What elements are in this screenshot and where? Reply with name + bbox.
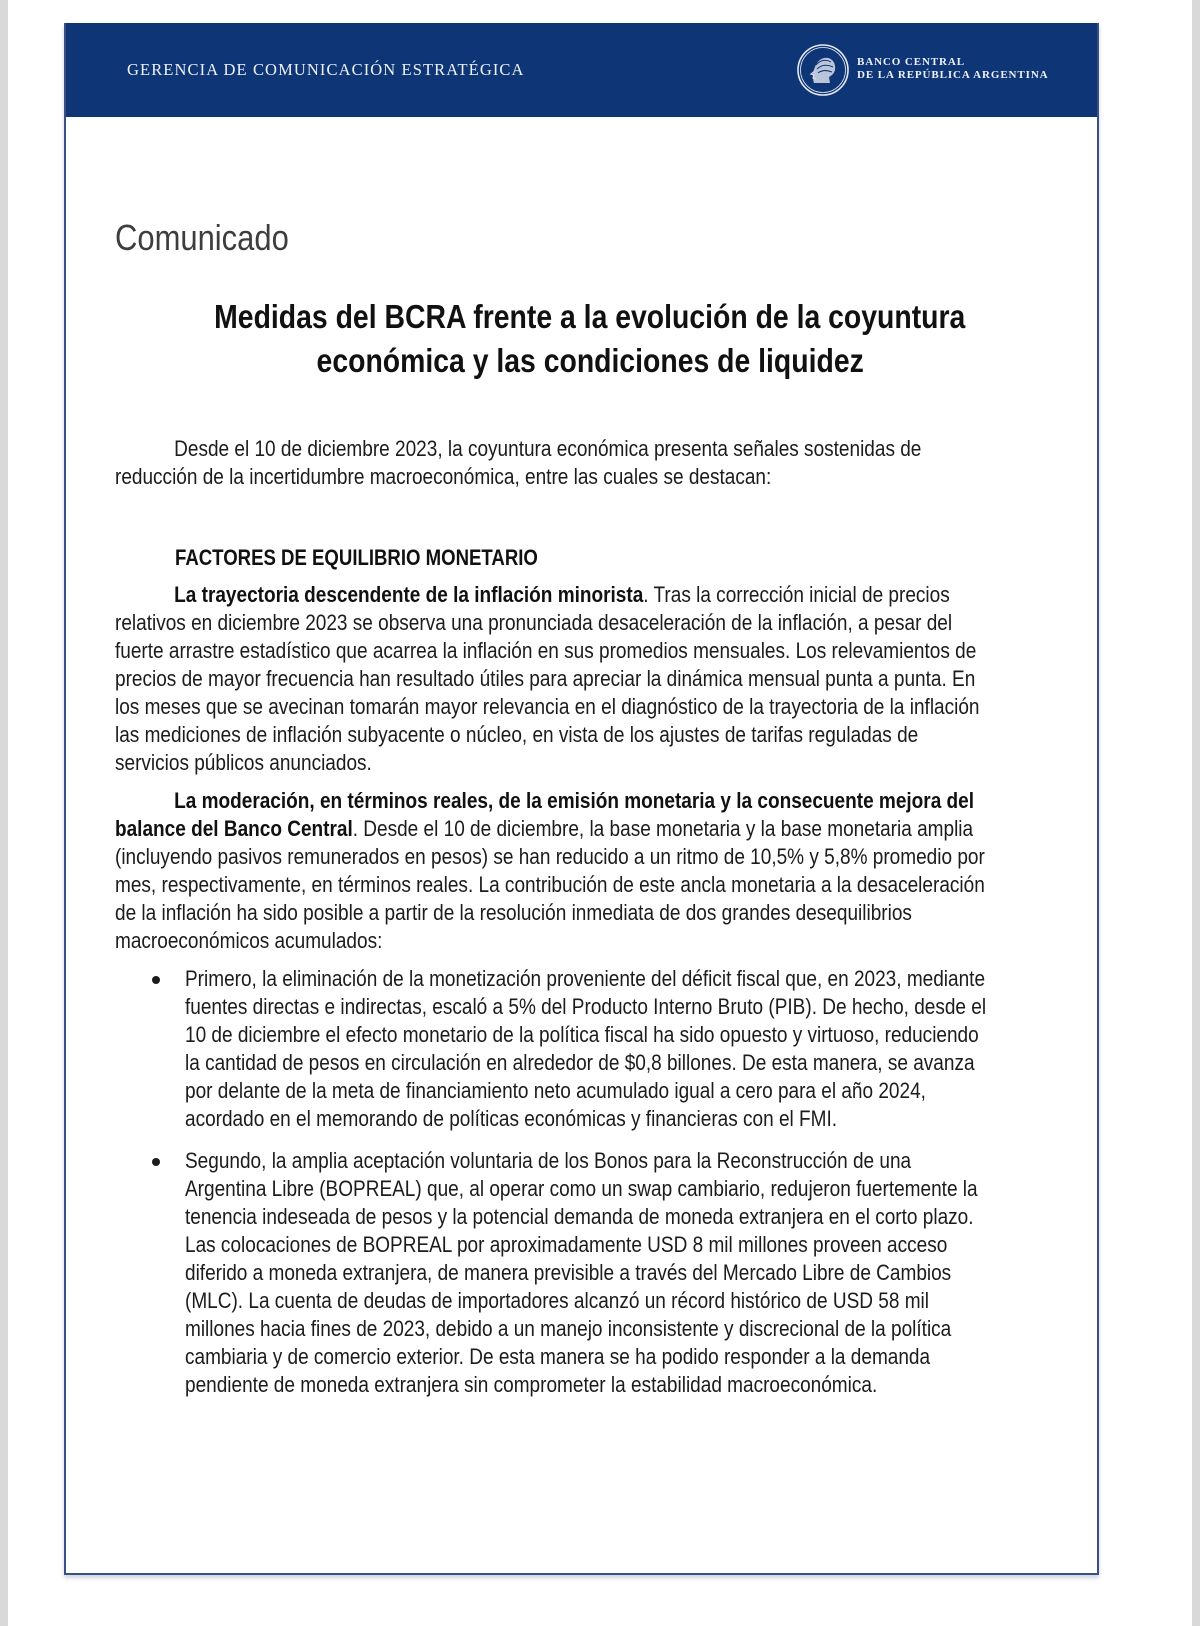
department-name: GERENCIA DE COMUNICACIÓN ESTRATÉGICA xyxy=(127,60,525,79)
paragraph-lead: balance del Banco Central xyxy=(115,816,353,841)
bullet-text: Primero, la eliminación de la monetización proveniente del déficit fiscal que, en 2023, mediante fuentes directas e indirectas, escaló a 5% del Producto Interno Bruto (PIB). De hecho, desde el 10 de diciembre el efecto monetario de la política fiscal ha sido opuesto y virtuoso, reduciendo la cantidad de pesos en circulación en alrededor de $0,8 billones. De esta manera, se avanza por delante de la meta de financiamiento neto acumulado igual a cero para el año 2024, acordado en el memorando de políticas económicas y financieras con el FMI. xyxy=(185,966,987,1131)
document-page xyxy=(64,23,1099,1575)
document-title xyxy=(115,295,1065,383)
bullet-text: Segundo, la amplia aceptación voluntaria de los Bonos para la Reconstrucción de una Argentina Libre (BOPREAL) que, al operar como un swap cambiario, redujeron fuertemente la tenencia indeseada de pesos y la potencial demanda de moneda extranjera en el corto plazo. Las colocaciones de BOPREAL por aproximadamente USD 8 mil millones proveen acceso diferido a moneda extranjera, de manera previsible a través del Mercado Libre de Cambios (MLC). La cuenta de deudas de importadores alcanzó un récord histórico de USD 58 mil millones hacia fines de 2023, debido a un manejo inconsistente y discrecional de la política cambiaria y de comercio exterior. De esta manera se ha podido responder a la demanda pendiente de moneda extranjera sin comprometer la estabilidad macroeconómica. xyxy=(185,1148,978,1397)
paragraph-line: fuerte arrastre estadístico que acarrea la inflación en sus promedios mensuales. Los relevamientos de xyxy=(115,638,977,663)
paragraph-lead: La trayectoria descendente de la inflación minorista xyxy=(174,582,644,607)
intro-line: Desde el 10 de diciembre 2023, la coyuntura económica presenta señales sostenidas de xyxy=(174,436,922,461)
paragraph-line: las mediciones de inflación subyacente o núcleo, en vista de los ajustes de tarifas reguladas de xyxy=(115,722,919,747)
institution-line-2: DE LA REPÚBLICA ARGENTINA xyxy=(857,69,1049,81)
intro-paragraph xyxy=(115,435,1045,491)
paragraph-line: precios de mayor frecuencia han resultado útiles para apreciar la dinámica mensual punta a punta. En xyxy=(115,666,976,691)
bullet-icon xyxy=(152,976,160,984)
paragraph-line: servicios públicos anunciados. xyxy=(115,750,372,775)
document-type-label: Comunicado xyxy=(115,217,289,258)
intro-line: reducción de la incertidumbre macroeconómica, entre las cuales se destacan: xyxy=(115,464,772,489)
paragraph-monetary-emission: La moderación, en términos reales, de la emisión monetaria y la consecuente mejora del balance del Banco Central. Desde el 10 de diciembre, la base monetaria y la base monetaria amplia (incluyendo pasivos remunerados en pesos) se han reducido a un ritmo de 10,5% y 5,8% promedio por mes, respectivamente, en términos reales. La contribución de este ancla monetaria a la desaceleración de la inflación ha sido posible a partir de la resolución inmediata de dos grandes desequilibrios macroeconómicos acumulados: xyxy=(115,787,1045,955)
bullet-icon xyxy=(152,1158,160,1166)
paragraph-lead: La moderación, en términos reales, de la emisión monetaria y la consecuente mejora del xyxy=(174,788,975,813)
paragraph-line: los meses que se avecinan tomarán mayor relevancia en el diagnóstico de la trayectoria de la inflación xyxy=(115,694,980,719)
viewer-right-edge xyxy=(1192,0,1200,1626)
paragraph-line: (incluyendo pasivos remunerados en pesos) se han reducido a un ritmo de 10,5% y 5,8% promedio por xyxy=(115,844,985,869)
paragraph-inflation: La trayectoria descendente de la inflación minorista. Tras la corrección inicial de precios relativos en diciembre 2023 se observa una pronunciada desaceleración de la inflación, a pesar del fuerte arrastre estadístico que acarrea la inflación en sus promedios mensuales. Los relevamientos de precios de mayor frecuencia han resultado útiles para apreciar la dinámica mensual punta a punta. En los meses que se avecinan tomarán mayor relevancia en el diagnóstico de la trayectoria de la inflación las mediciones de inflación subyacente o núcleo, en vista de los ajustes de tarifas reguladas de servicios públicos anunciados. xyxy=(115,581,1045,777)
institution-name xyxy=(857,56,1049,82)
paragraph-line: mes, respectivamente, en términos reales. La contribución de este ancla monetaria a la desaceleración xyxy=(115,872,985,897)
paragraph-line: relativos en diciembre 2023 se observa una pronunciada desaceleración de la inflación, a pesar del xyxy=(115,610,953,635)
institution-line-1: BANCO CENTRAL xyxy=(857,56,965,68)
paragraph-line: macroeconómicos acumulados: xyxy=(115,928,383,953)
letterhead-banner xyxy=(66,23,1097,117)
paragraph-line: de la inflación ha sido posible a partir de la resolución inmediata de dos grandes desequilibrios xyxy=(115,900,912,925)
section-heading: FACTORES DE EQUILIBRIO MONETARIO xyxy=(175,545,538,570)
viewer-left-edge xyxy=(0,0,8,1626)
bcra-effigy-logo-icon xyxy=(796,43,850,97)
title-line-2: económica y las condiciones de liquidez xyxy=(316,342,864,379)
title-line-1: Medidas del BCRA frente a la evolución de la coyuntura xyxy=(214,298,966,335)
